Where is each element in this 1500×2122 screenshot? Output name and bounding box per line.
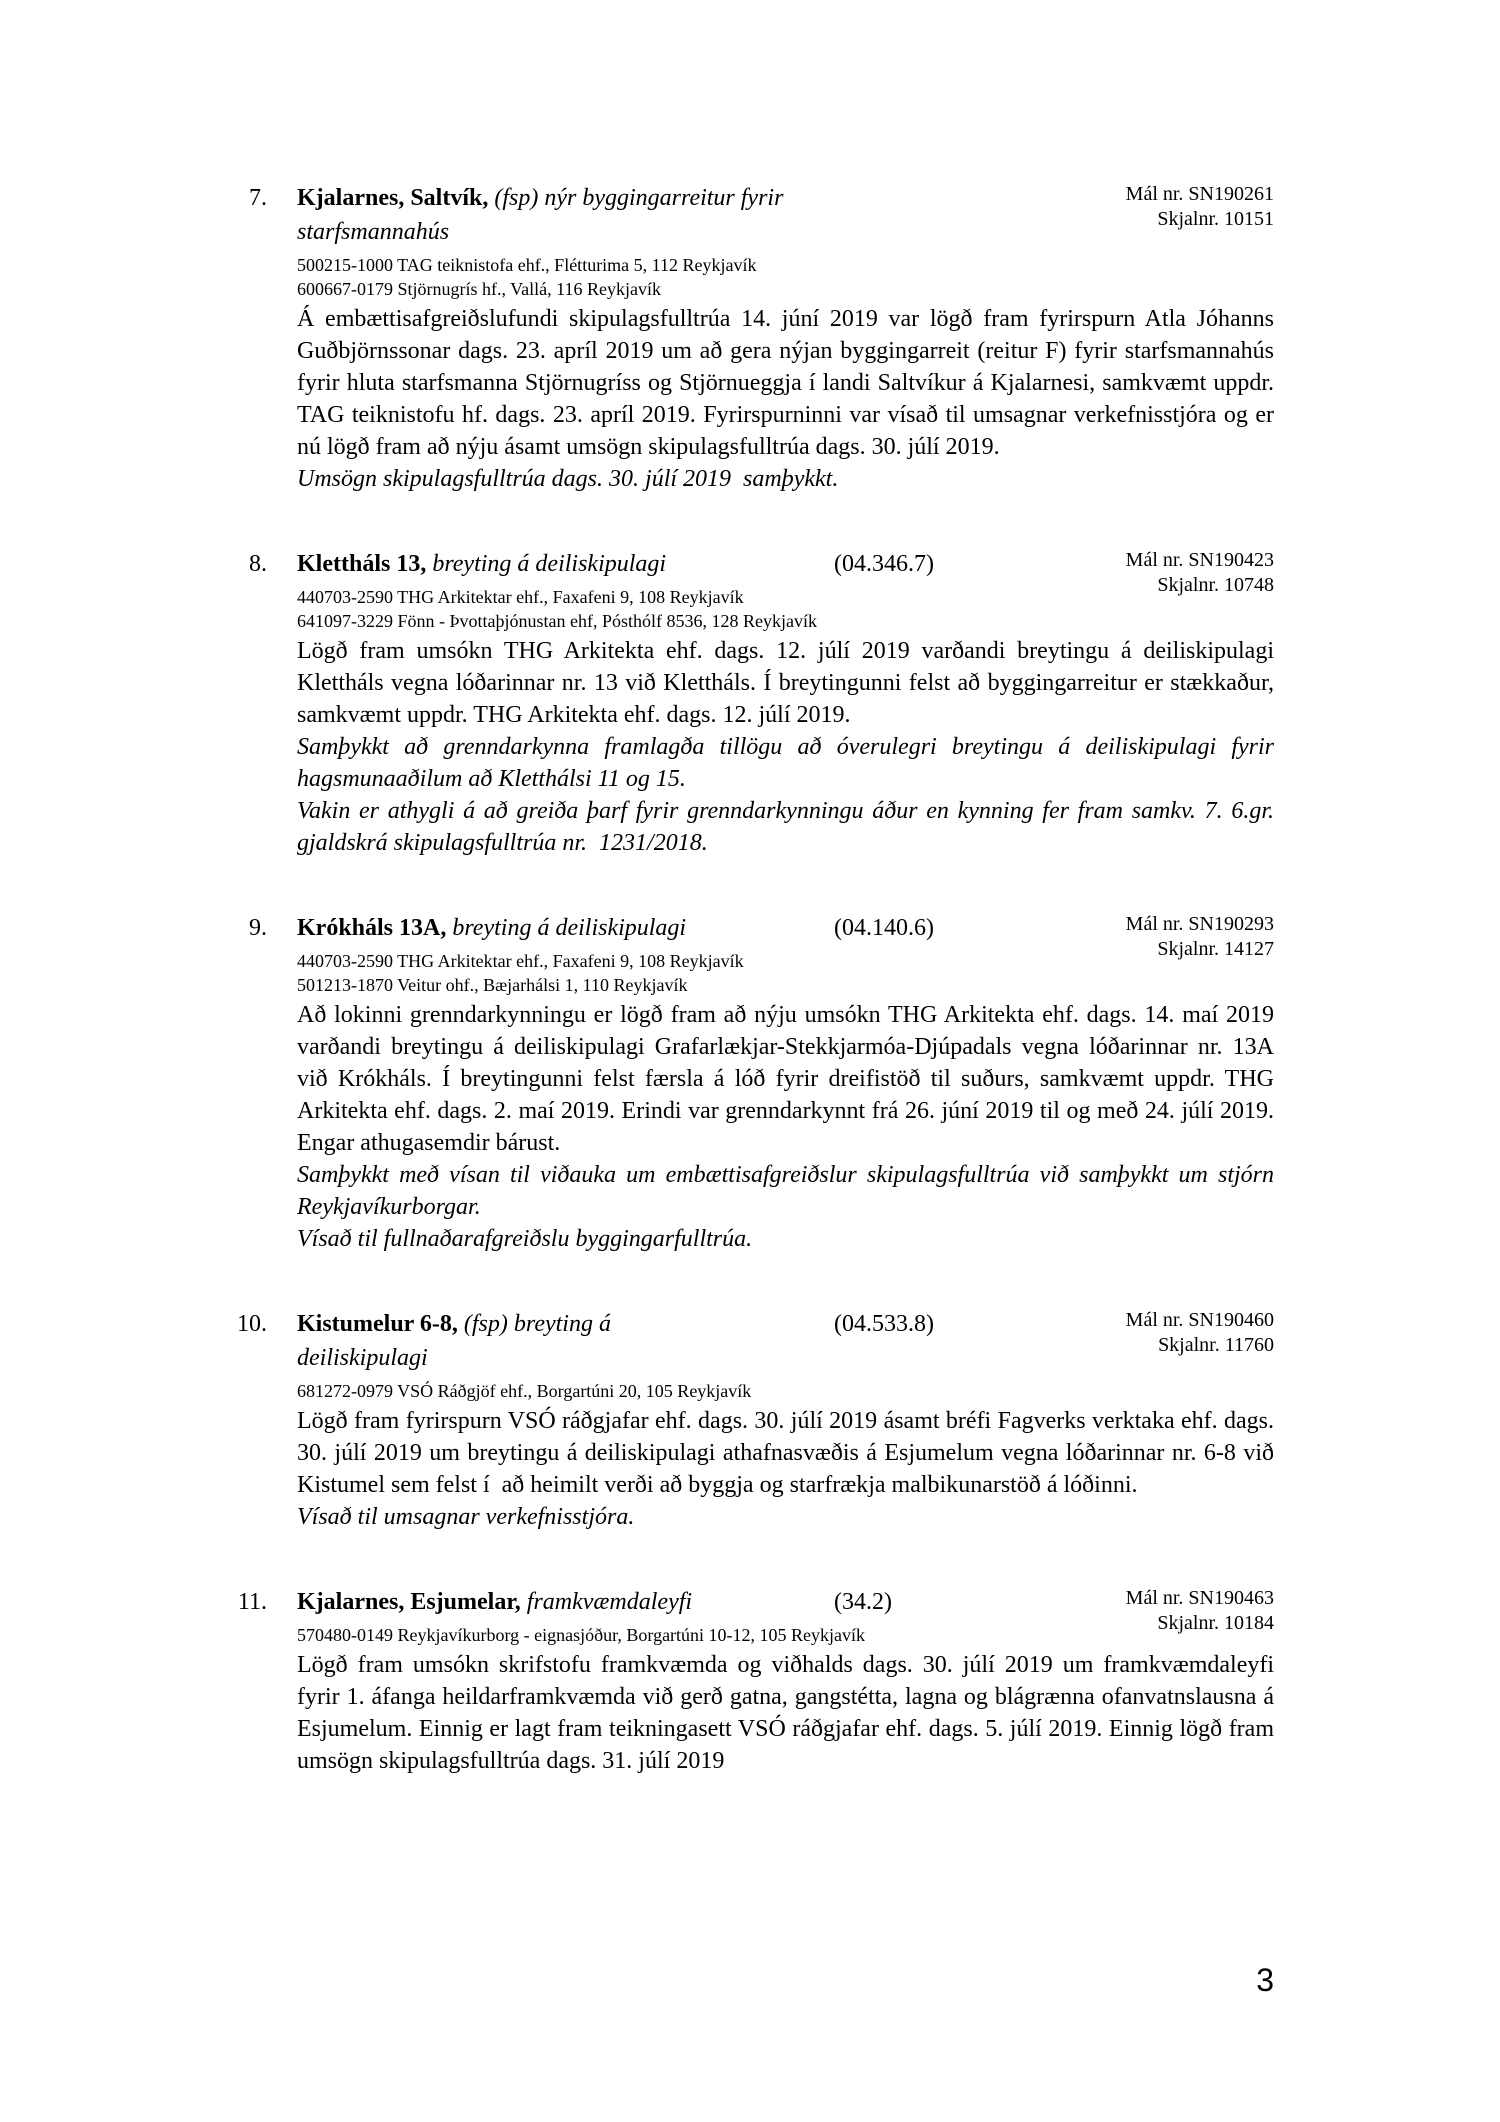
case-number: Mál nr. SN190293 (1125, 913, 1274, 935)
document-number: Skjalnr. 11760 (1158, 1334, 1274, 1356)
item-number: 11. (237, 1589, 267, 1615)
item-title-bold: Kjalarnes, Esjumelar, (297, 1589, 527, 1615)
item-number: 7. (249, 185, 267, 211)
item-body-paragraph: Lögð fram fyrirspurn VSÓ ráðgjafar ehf. dags. 30. júlí 2019 ásamt bréfi Fagverks verktaka ehf. dags. 30. júlí 2019 um breytingu á deiliskipulagi athafnasvæðis á Esjumelum vegna lóðarinnar nr. 6-8 við Kistumel sem felst í að heimilt verði að byggja og starfrækja malbikunarstöð á lóðinni. (297, 1408, 1274, 1498)
item-area-code: (04.533.8) (834, 1311, 934, 1337)
document-number: Skjalnr. 10748 (1157, 574, 1274, 596)
item-title (297, 911, 827, 945)
item-title-italic: framkvæmdaleyfi (526, 1589, 693, 1615)
case-number: Mál nr. SN190423 (1125, 549, 1274, 571)
agenda-item (232, 181, 1274, 495)
agenda-items-list (232, 181, 1274, 1829)
item-title-bold: Kjalarnes, Saltvík, (297, 185, 495, 211)
agenda-item (232, 1307, 1274, 1533)
item-addresses (297, 1379, 1274, 1403)
item-body-paragraph: Lögð fram umsókn skrifstofu framkvæmda og viðhalds dags. 30. júlí 2019 um framkvæmdaleyfi fyrir 1. áfanga heildarframkvæmda við gerð gatna, gangstétta, lagna og blágrænna ofanvatnslausna á Esjumelum. Einnig er lagt fram teikningasett VSÓ ráðgjafar ehf. dags. 5. júlí 2019. Einnig lögð fram umsögn skipulagsfulltrúa dags. 31. júlí 2019 (297, 1652, 1274, 1774)
case-number: Mál nr. SN190463 (1125, 1587, 1274, 1609)
item-main (297, 547, 1274, 859)
conclusion-paragraph: Samþykkt með vísan til viðauka um embættisafgreiðslur skipulagsfulltrúa við samþykkt um stjórn Reykjavíkurborgar. (297, 1162, 1274, 1220)
item-conclusions (297, 1501, 1274, 1533)
conclusion-paragraph: Vísað til umsagnar verkefnisstjóra. (297, 1504, 635, 1530)
address-line: 501213-1870 Veitur ohf., Bæjarhálsi 1, 110 Reykjavík (297, 975, 688, 995)
item-main (297, 911, 1274, 1255)
address-line: 600667-0179 Stjörnugrís hf., Vallá, 116 Reykjavík (297, 279, 661, 299)
item-body-paragraph: Lögð fram umsókn THG Arkitekta ehf. dags. 12. júlí 2019 varðandi breytingu á deiliskipulagi Klettháls vegna lóðarinnar nr. 13 við Klettháls. Í breytingunni felst að byggingarreitur er stækkaður, samkvæmt uppdr. THG Arkitekta ehf. dags. 12. júlí 2019. (297, 638, 1274, 728)
item-number: 8. (249, 551, 267, 577)
item-header (297, 547, 1274, 596)
document-number: Skjalnr. 14127 (1157, 938, 1274, 960)
item-body-paragraph: Að lokinni grenndarkynningu er lögð fram að nýju umsókn THG Arkitekta ehf. dags. 14. maí 2019 varðandi breytingu á deiliskipulagi Grafarlækjar-Stekkjarmóa-Djúpadals vegna lóðarinnar nr. 13A við Krókháls. Í breytingunni felst færsla á lóð fyrir dreifistöð til suðurs, samkvæmt uppdr. THG Arkitekta ehf. dags. 2. maí 2019. Erindi var grenndarkynnt frá 26. júní 2019 til og með 24. júlí 2019. Engar athugasemdir bárust. (297, 1002, 1274, 1156)
item-title (297, 1307, 717, 1375)
item-area-code: (04.140.6) (834, 915, 934, 941)
item-main (297, 1585, 1274, 1777)
case-info (1126, 1308, 1274, 1358)
item-number: 9. (249, 915, 267, 941)
address-line: 570480-0149 Reykjavíkurborg - eignasjóður, Borgartúni 10-12, 105 Reykjavík (297, 1625, 866, 1645)
item-title-bold: Klettháls 13, (297, 551, 433, 577)
agenda-item (232, 1585, 1274, 1777)
case-info (1126, 182, 1274, 232)
item-conclusions (297, 463, 1274, 495)
item-addresses (297, 253, 1274, 301)
address-line: 641097-3229 Fönn - Þvottaþjónustan ehf, Pósthólf 8536, 128 Reykjavík (297, 611, 817, 631)
item-number: 10. (237, 1311, 267, 1337)
item-body-paragraph: Á embættisafgreiðslufundi skipulagsfulltrúa 14. júní 2019 var lögð fram fyrirspurn Atla Jóhanns Guðbjörnssonar dags. 23. apríl 2019 um að gera nýjan byggingarreit (reitur F) fyrir starfsmannahús fyrir hluta starfsmanna Stjörnugríss og Stjörnueggja í landi Saltvíkur á Kjalarnesi, samkvæmt uppdr. TAG teiknistofu hf. dags. 23. apríl 2019. Fyrirspurninni var vísað til umsagnar verkefnisstjóra og er nú lögð fram að nýju ásamt umsögn skipulagsfulltrúa dags. 30. júlí 2019. (297, 306, 1274, 460)
item-title-italic: (fsp) breyting á deiliskipulagi (297, 1311, 611, 1371)
address-line: 500215-1000 TAG teiknistofa ehf., Flétturima 5, 112 Reykjavík (297, 255, 757, 275)
item-conclusions (297, 731, 1274, 859)
item-conclusions (297, 1159, 1274, 1255)
address-line: 681272-0979 VSÓ Ráðgjöf ehf., Borgartúni 20, 105 Reykjavík (297, 1381, 752, 1401)
item-main (297, 1307, 1274, 1533)
conclusion-paragraph: Umsögn skipulagsfulltrúa dags. 30. júlí 2019 samþykkt. (297, 466, 839, 492)
conclusion-paragraph: Vísað til fullnaðarafgreiðslu byggingarfulltrúa. (297, 1226, 753, 1252)
item-title-bold: Kistumelur 6-8, (297, 1311, 464, 1337)
item-area-code: (04.346.7) (834, 551, 934, 577)
item-area-code: (34.2) (834, 1589, 892, 1615)
item-title (297, 181, 827, 249)
case-number: Mál nr. SN190460 (1125, 1309, 1274, 1331)
agenda-item (232, 547, 1274, 859)
item-title-bold: Krókháls 13A, (297, 915, 453, 941)
document-number: Skjalnr. 10184 (1157, 1612, 1274, 1634)
conclusion-paragraph: Vakin er athygli á að greiða þarf fyrir grenndarkynningu áður en kynning fer fram samkv. 7. 6.gr. gjaldskrá skipulagsfulltrúa nr. 1231/2018. (297, 798, 1274, 856)
case-info (1126, 912, 1274, 962)
address-line: 440703-2590 THG Arkitektar ehf., Faxafeni 9, 108 Reykjavík (297, 951, 744, 971)
item-header (297, 181, 1274, 249)
item-main (297, 181, 1274, 495)
case-info (1126, 548, 1274, 598)
item-title (297, 547, 827, 581)
page-number: 3 (1256, 1962, 1274, 1998)
item-title-italic: (fsp) nýr byggingarreitur fyrir starfsmannahús (297, 185, 784, 245)
case-number: Mál nr. SN190261 (1125, 183, 1274, 205)
conclusion-paragraph: Samþykkt að grenndarkynna framlagða tillögu að óverulegri breytingu á deiliskipulagi fyrir hagsmunaaðilum að Kletthálsi 11 og 15. (297, 734, 1274, 792)
address-line: 440703-2590 THG Arkitektar ehf., Faxafeni 9, 108 Reykjavík (297, 587, 744, 607)
agenda-item (232, 911, 1274, 1255)
document-number: Skjalnr. 10151 (1157, 208, 1274, 230)
item-title-italic: breyting á deiliskipulagi (432, 551, 667, 577)
item-header (297, 1585, 1274, 1634)
item-header (297, 911, 1274, 960)
case-info (1126, 1586, 1274, 1636)
item-header (297, 1307, 1274, 1375)
item-title-italic: breyting á deiliskipulagi (452, 915, 687, 941)
item-title (297, 1585, 827, 1619)
